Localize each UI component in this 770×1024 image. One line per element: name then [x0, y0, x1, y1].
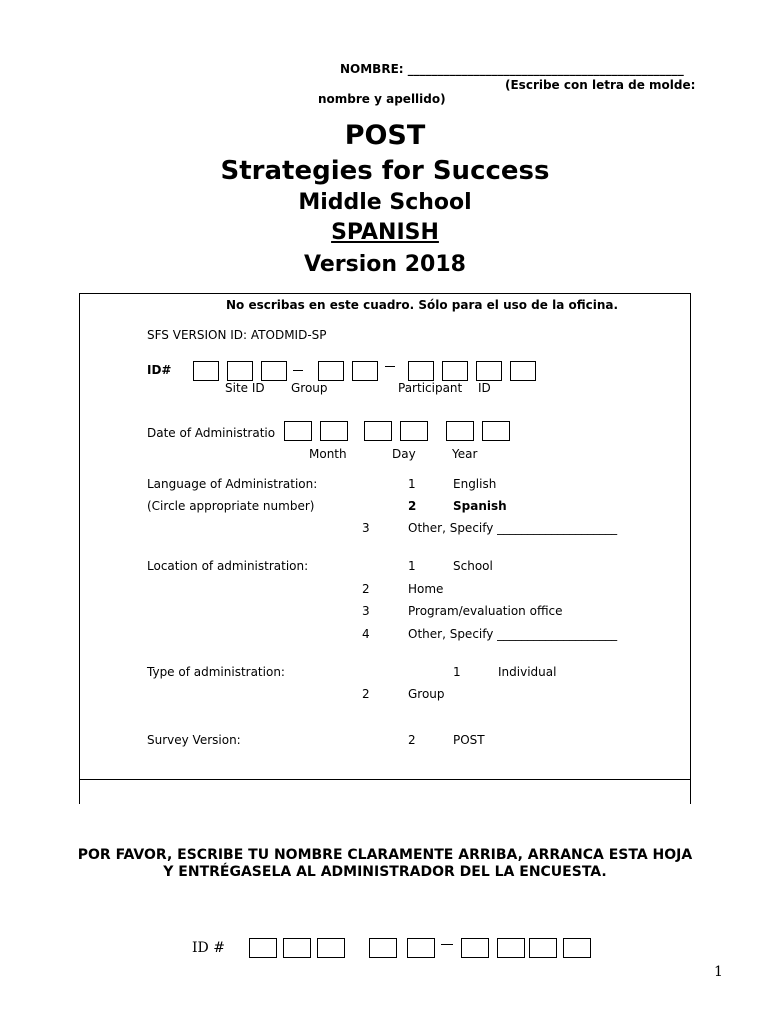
survey-num: 2 [408, 733, 416, 747]
footer-id-separator [441, 944, 453, 945]
location-opt2-num[interactable]: 2 [362, 582, 370, 596]
group-label: Group [291, 381, 328, 395]
type-opt2: Group [408, 687, 445, 701]
location-opt3-num[interactable]: 3 [362, 604, 370, 618]
instruction-line1: POR FAVOR, ESCRIBE TU NOMBRE CLARAMENTE ARRIBA, ARRANCA ESTA HOJA [77, 847, 693, 863]
sfs-version-id: SFS VERSION ID: ATODMID-SP [147, 328, 327, 342]
name-line: NOMBRE: ______________________________________________ [340, 62, 684, 76]
page-number: 1 [714, 964, 723, 980]
year-label: Year [452, 447, 478, 461]
language-opt2: Spanish [453, 499, 507, 513]
language-opt3: Other, Specify ____________________ [408, 521, 618, 535]
footer-id-label: ID # [192, 940, 225, 956]
id-box[interactable] [193, 361, 219, 381]
month-label: Month [309, 447, 347, 461]
id-label: ID# [147, 363, 172, 377]
type-opt2-num[interactable]: 2 [362, 687, 370, 701]
title-post: POST [344, 120, 426, 151]
id-separator [293, 370, 303, 371]
language-opt2-num[interactable]: 2 [408, 499, 417, 513]
id-box[interactable] [408, 361, 434, 381]
footer-id-box[interactable] [461, 938, 489, 958]
id-box[interactable] [442, 361, 468, 381]
id-box[interactable] [510, 361, 536, 381]
location-opt2: Home [408, 582, 444, 596]
box-right-tail [690, 780, 691, 804]
footer-id-box[interactable] [369, 938, 397, 958]
title-spanish: SPANISH [331, 220, 439, 245]
id-separator [385, 366, 395, 367]
title-strategies: Strategies for Success [220, 156, 550, 186]
type-label: Type of administration: [147, 665, 285, 679]
date-box[interactable] [482, 421, 510, 441]
footer-id-box[interactable] [249, 938, 277, 958]
name-instruction: (Escribe con letra de molde: [505, 78, 696, 92]
date-box[interactable] [400, 421, 428, 441]
language-label: Language of Administration: [147, 477, 318, 491]
date-box[interactable] [446, 421, 474, 441]
footer-id-box[interactable] [317, 938, 345, 958]
survey-value: POST [453, 733, 485, 747]
site-id-label: Site ID [225, 381, 265, 395]
type-opt1-num[interactable]: 1 [453, 665, 461, 679]
survey-label: Survey Version: [147, 733, 241, 747]
office-notice: No escribas en este cuadro. Sólo para el uso de la oficina. [226, 298, 619, 312]
title-middle-school: Middle School [298, 190, 472, 215]
location-label: Location of administration: [147, 559, 309, 573]
footer-id-box[interactable] [529, 938, 557, 958]
id-box[interactable] [261, 361, 287, 381]
type-opt1: Individual [498, 665, 557, 679]
location-opt3: Program/evaluation office [408, 604, 563, 618]
footer-id-box[interactable] [283, 938, 311, 958]
date-label: Date of Administratio [147, 426, 276, 440]
language-note: (Circle appropriate number) [147, 499, 315, 513]
footer-id-box[interactable] [497, 938, 525, 958]
location-opt4: Other, Specify ____________________ [408, 627, 618, 641]
language-opt3-num[interactable]: 3 [362, 521, 370, 535]
language-opt1: English [453, 477, 497, 491]
id-box[interactable] [227, 361, 253, 381]
participant-label: Participant [398, 381, 463, 395]
day-label: Day [392, 447, 416, 461]
footer-id-box[interactable] [407, 938, 435, 958]
date-box[interactable] [320, 421, 348, 441]
id-box[interactable] [318, 361, 344, 381]
id-box[interactable] [352, 361, 378, 381]
name-instruction-2: nombre y apellido) [318, 92, 446, 106]
footer-id-box[interactable] [563, 938, 591, 958]
id-box[interactable] [476, 361, 502, 381]
language-opt1-num[interactable]: 1 [408, 477, 416, 491]
location-opt1: School [453, 559, 493, 573]
date-box[interactable] [364, 421, 392, 441]
date-box[interactable] [284, 421, 312, 441]
title-version: Version 2018 [304, 252, 466, 277]
location-opt4-num[interactable]: 4 [362, 627, 370, 641]
participant-id-label: ID [478, 381, 491, 395]
location-opt1-num[interactable]: 1 [408, 559, 416, 573]
instruction-line2: Y ENTRÉGASELA AL ADMINISTRADOR DEL LA ENCUESTA. [163, 864, 607, 880]
box-left-tail [79, 780, 80, 804]
